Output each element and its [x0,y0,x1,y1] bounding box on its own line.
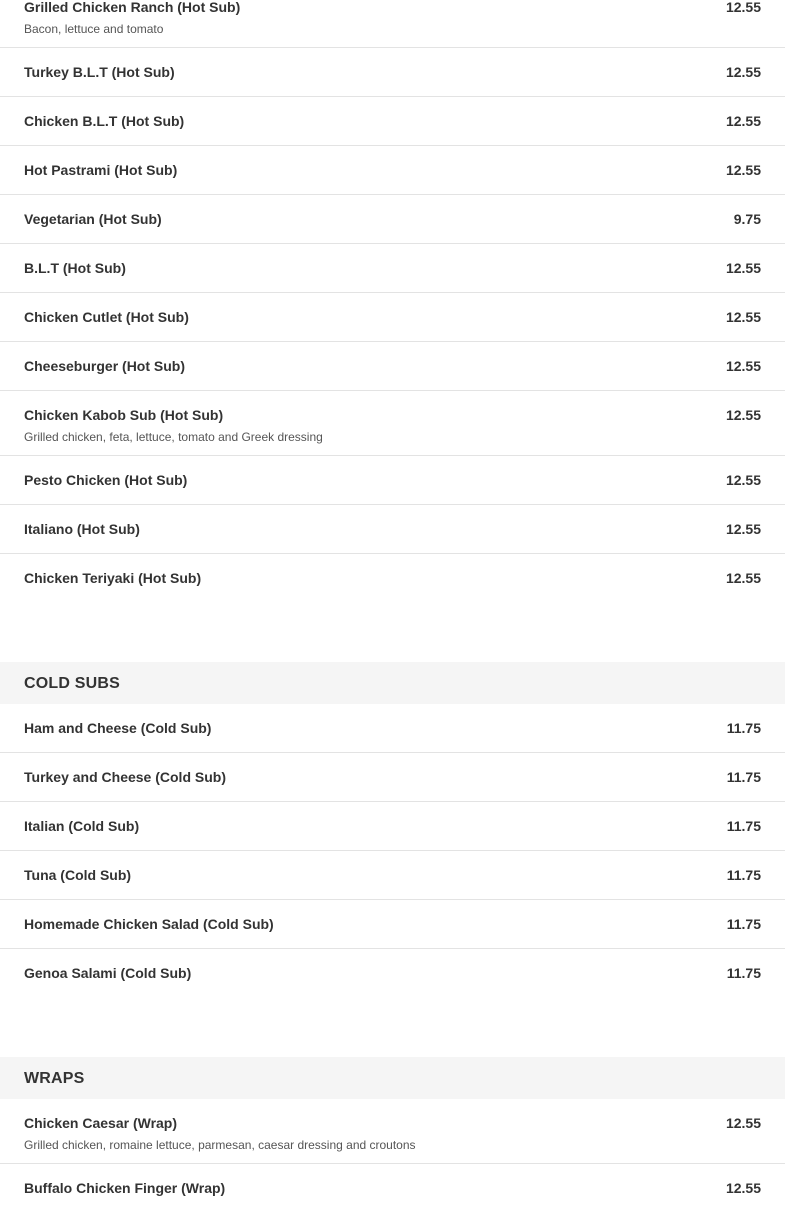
menu-item-description: Grilled chicken, romaine lettuce, parmesan, caesar dressing and croutons [24,1138,416,1152]
menu-item[interactable] [0,505,785,554]
menu-item-price: 11.75 [726,818,761,834]
menu-item-description: Bacon, lettuce and tomato [24,22,164,36]
menu-item-price: 12.55 [725,472,761,488]
menu-item[interactable] [0,753,785,802]
menu-item[interactable] [0,0,785,48]
menu-item-price: 9.75 [733,211,761,227]
menu-item-price: 12.55 [725,64,761,80]
menu-item[interactable] [0,554,785,603]
menu-item[interactable] [0,802,785,851]
menu-item[interactable] [0,391,785,456]
menu-item-name: Chicken Kabob Sub (Hot Sub) [24,407,224,423]
menu-item-name: Homemade Chicken Salad (Cold Sub) [24,916,274,932]
menu-item[interactable] [0,851,785,900]
menu-item-name: B.L.T (Hot Sub) [24,260,126,276]
menu-item[interactable] [0,704,785,753]
menu-item-price: 11.75 [726,916,761,932]
menu-item[interactable] [0,1099,785,1164]
menu-item-name: Turkey and Cheese (Cold Sub) [24,769,226,785]
menu-item-name: Grilled Chicken Ranch (Hot Sub) [24,0,241,15]
menu-item[interactable] [0,949,785,998]
menu-item-price: 11.75 [726,965,761,981]
menu-item[interactable] [0,293,785,342]
menu-item[interactable] [0,900,785,949]
section-title: COLD SUBS [24,675,121,692]
menu-item-name: Hot Pastrami (Hot Sub) [24,162,178,178]
menu-item-price: 11.75 [726,720,761,736]
menu-item-name: Chicken B.L.T (Hot Sub) [24,113,185,129]
menu-item-name: Pesto Chicken (Hot Sub) [24,472,188,488]
menu-item-price: 12.55 [725,570,761,586]
menu-item[interactable] [0,244,785,293]
section-spacer [0,603,785,662]
menu-item[interactable] [0,342,785,391]
menu-item-price: 12.55 [725,407,761,423]
menu-item-price: 12.55 [725,162,761,178]
section-header [0,662,785,704]
menu-item-name: Cheeseburger (Hot Sub) [24,358,186,374]
menu-item-price: 12.55 [725,358,761,374]
menu-item-name: Chicken Cutlet (Hot Sub) [24,309,189,325]
menu-item-price: 12.55 [725,113,761,129]
menu-item-price: 11.75 [726,867,761,883]
section-title: WRAPS [24,1070,85,1087]
menu-item-price: 12.55 [725,1115,761,1131]
menu-item-description: Grilled chicken, feta, lettuce, tomato and Greek dressing [24,430,323,444]
menu-item-name: Ham and Cheese (Cold Sub) [24,720,212,736]
menu-item[interactable] [0,48,785,97]
section-spacer [0,998,785,1057]
menu-item-name: Turkey B.L.T (Hot Sub) [24,64,175,80]
menu-item[interactable] [0,97,785,146]
menu-item-name: Genoa Salami (Cold Sub) [24,965,192,981]
menu-item-price: 12.55 [725,0,761,15]
menu-item[interactable] [0,146,785,195]
section-header [0,1057,785,1099]
menu-item-name: Chicken Caesar (Wrap) [24,1115,178,1131]
menu-item-price: 12.55 [725,521,761,537]
menu-item-price: 12.55 [725,309,761,325]
menu-item-price: 12.55 [725,1180,761,1196]
menu-item[interactable] [0,1164,785,1213]
menu-item-price: 12.55 [725,260,761,276]
menu-item-name: Chicken Teriyaki (Hot Sub) [24,570,202,586]
menu-item-name: Italian (Cold Sub) [24,818,140,834]
menu-item-name: Italiano (Hot Sub) [24,521,140,537]
menu-item-price: 11.75 [726,769,761,785]
menu-item-name: Buffalo Chicken Finger (Wrap) [24,1180,226,1196]
menu-item-name: Tuna (Cold Sub) [24,867,132,883]
menu-item[interactable] [0,456,785,505]
menu-item-name: Vegetarian (Hot Sub) [24,211,162,227]
menu-item[interactable] [0,195,785,244]
